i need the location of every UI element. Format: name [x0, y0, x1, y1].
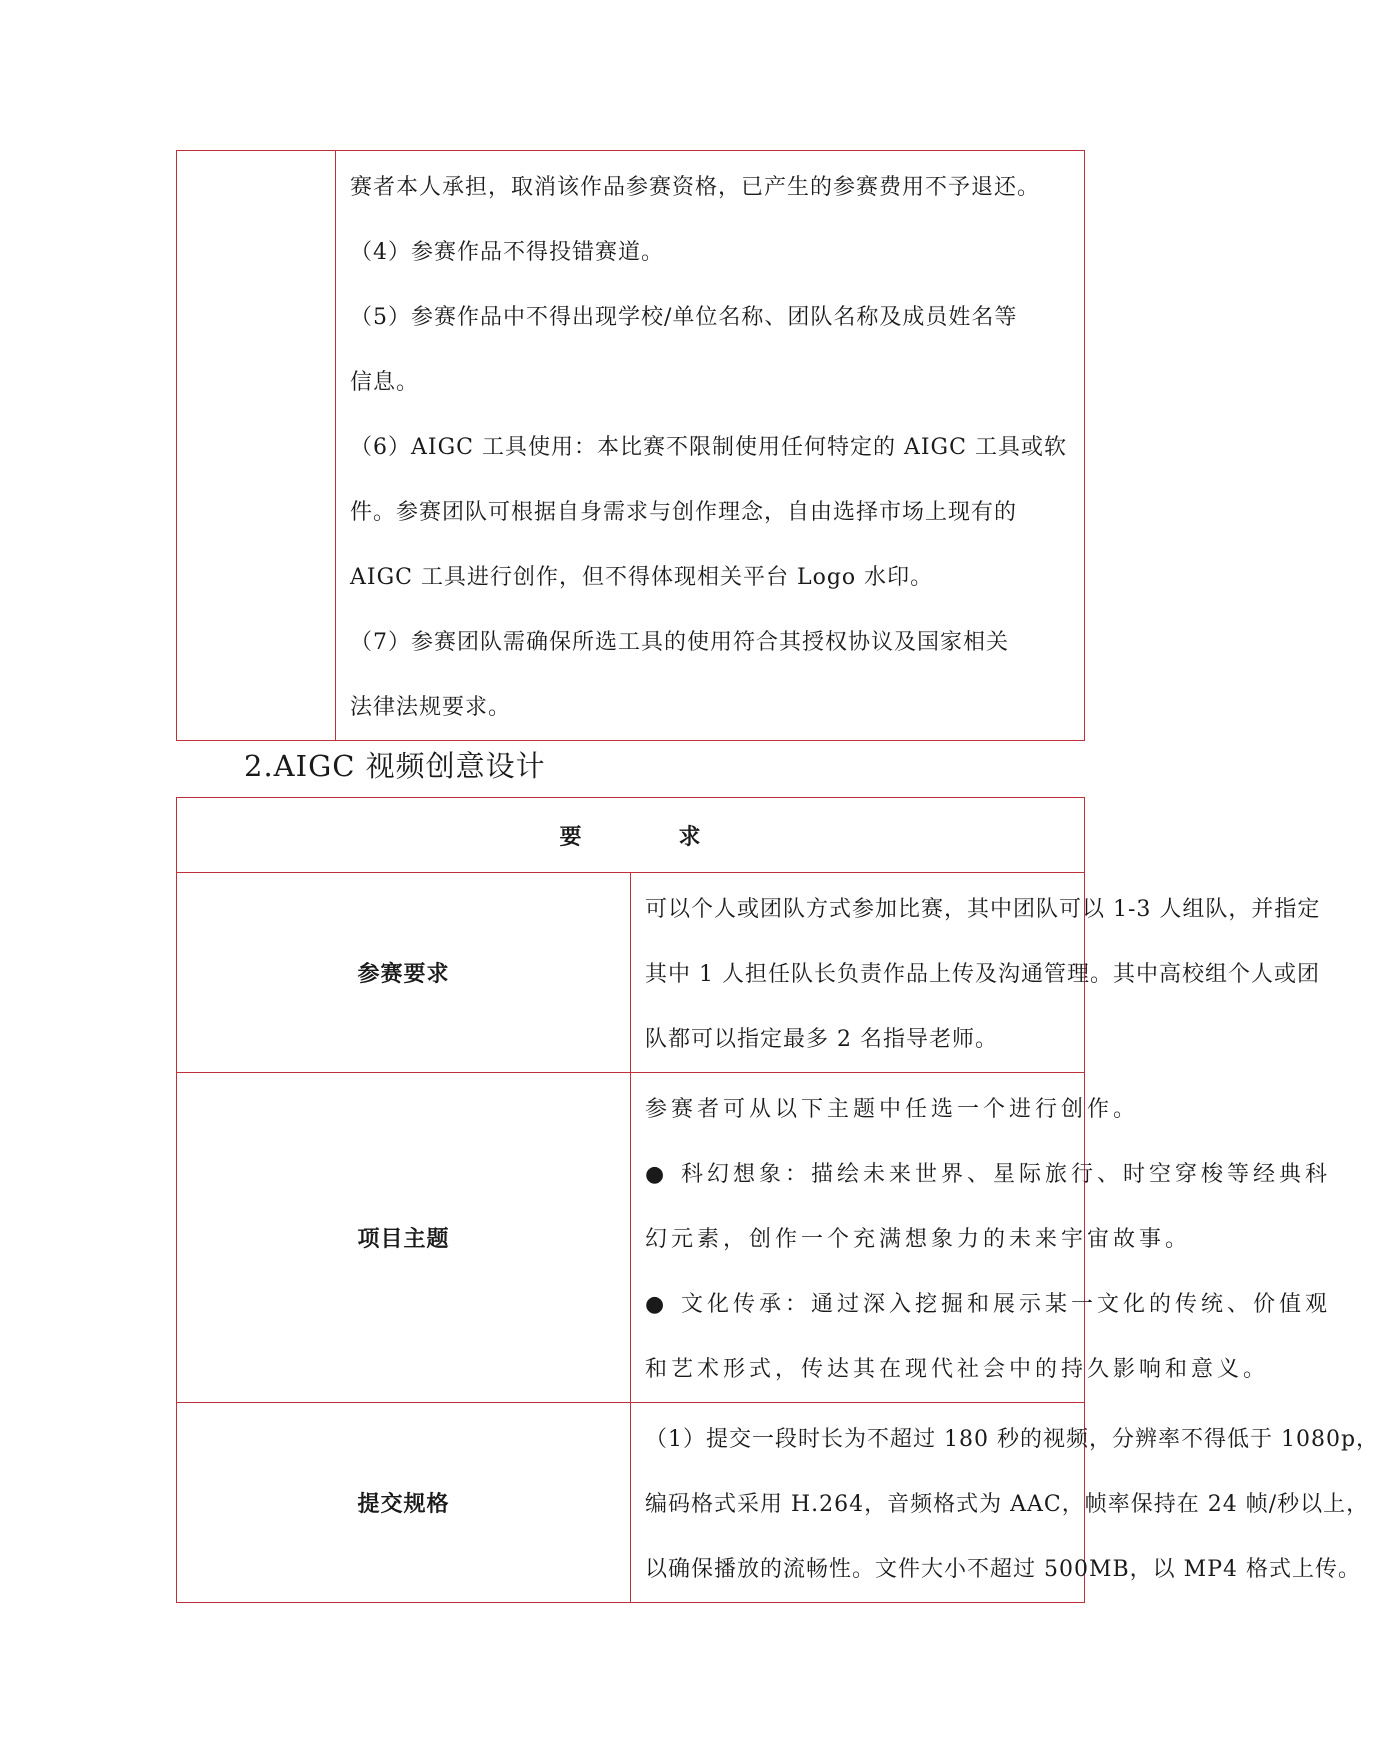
rules-line: 法律法规要求。	[350, 695, 512, 720]
requirements-header-cell	[177, 798, 1085, 873]
bullet-icon: ●	[645, 1162, 669, 1187]
bullet-1-text: 科幻想象：描绘未来世界、星际旅行、时空穿梭等经典科	[681, 1162, 1332, 1187]
rules-line: 件。参赛团队可根据自身需求与创作理念，自由选择市场上现有的	[350, 500, 1018, 525]
rules-line: （7）参赛团队需确保所选工具的使用符合其授权协议及国家相关	[350, 630, 1009, 655]
header-char-1: 要	[559, 824, 583, 850]
spec-label: 提交规格	[177, 1403, 631, 1603]
rules-line: 赛者本人承担，取消该作品参赛资格，已产生的参赛费用不予退还。	[350, 175, 1041, 200]
rules-line: 信息。	[350, 370, 420, 395]
bullet-icon: ●	[645, 1292, 669, 1317]
theme-label: 项目主题	[177, 1073, 631, 1403]
bullet-2-text: 文化传承：通过深入挖掘和展示某一文化的传统、价值观	[681, 1292, 1332, 1317]
theme-content	[631, 1073, 1332, 1403]
rules-line: （6）AIGC 工具使用：本比赛不限制使用任何特定的 AIGC 工具或软	[350, 435, 1067, 460]
rules-line: （4）参赛作品不得投错赛道。	[350, 240, 664, 265]
section-heading: 2.AIGC 视频创意设计	[244, 749, 546, 783]
table-row-spec	[177, 1403, 1085, 1603]
participation-line: 可以个人或团队方式参加比赛，其中团队可以 1-3 人组队，并指定	[645, 897, 1321, 922]
theme-bullet-2-cont: 和艺术形式，传达其在现代社会中的持久影响和意义。	[645, 1357, 1270, 1382]
rules-content-cell	[336, 151, 1085, 741]
table-header-row	[177, 798, 1085, 873]
participation-label: 参赛要求	[177, 873, 631, 1073]
table-row-theme	[177, 1073, 1085, 1403]
spec-line: 编码格式采用 H.264，音频格式为 AAC，帧率保持在 24 帧/秒以上，	[645, 1492, 1370, 1517]
empty-label-cell	[177, 151, 336, 741]
theme-intro: 参赛者可从以下主题中任选一个进行创作。	[645, 1097, 1140, 1122]
header-char-2: 求	[678, 824, 702, 850]
video-design-requirements-table	[176, 797, 1379, 1603]
rules-line: AIGC 工具进行创作，但不得体现相关平台 Logo 水印。	[350, 565, 934, 590]
table-row-participation	[177, 873, 1085, 1073]
participation-content	[631, 873, 1321, 1073]
theme-bullet-1	[645, 1142, 1332, 1207]
table-row	[177, 151, 1085, 741]
spec-line: 以确保播放的流畅性。文件大小不超过 500MB，以 MP4 格式上传。	[645, 1557, 1361, 1582]
rules-continuation-table	[176, 150, 1085, 741]
theme-bullet-1-cont: 幻元素，创作一个充满想象力的未来宇宙故事。	[645, 1227, 1192, 1252]
theme-bullet-2	[645, 1272, 1332, 1337]
participation-line: 其中 1 人担任队长负责作品上传及沟通管理。其中高校组个人或团	[645, 962, 1320, 987]
spec-content	[631, 1403, 1379, 1603]
participation-line: 队都可以指定最多 2 名指导老师。	[645, 1027, 998, 1052]
rules-line: （5）参赛作品中不得出现学校/单位名称、团队名称及成员姓名等	[350, 305, 1018, 330]
spec-line: （1）提交一段时长为不超过 180 秒的视频，分辨率不得低于 1080p，	[645, 1427, 1379, 1452]
